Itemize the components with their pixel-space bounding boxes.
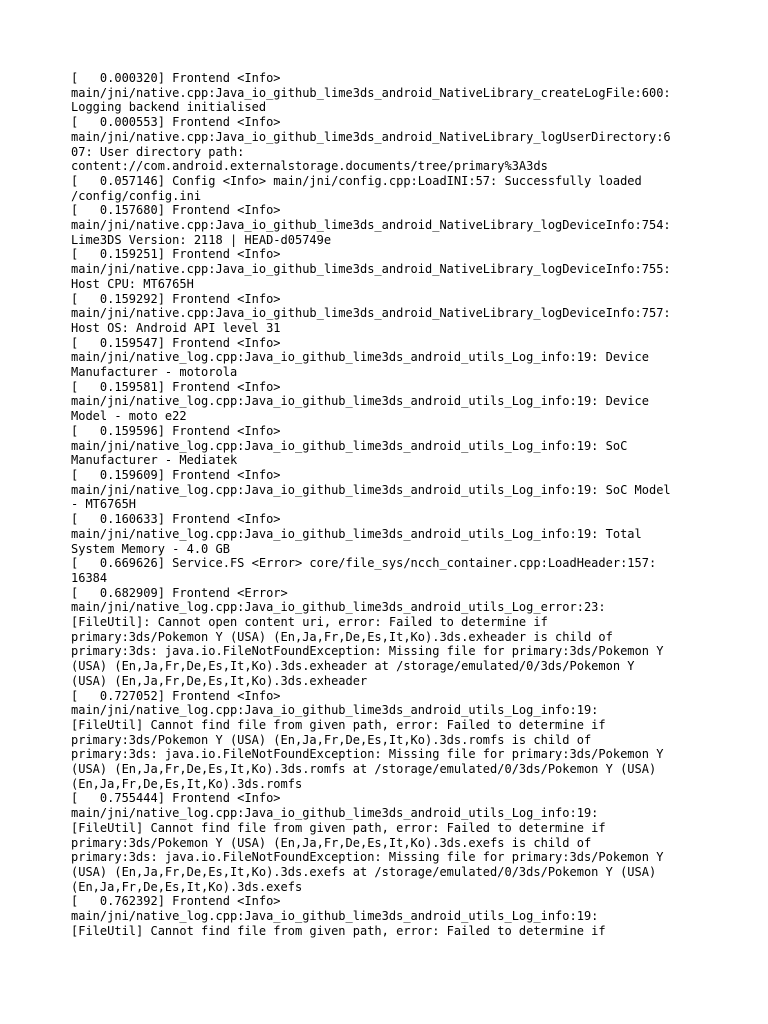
log-line: [ 0.159292] Frontend <Info> <box>71 291 281 306</box>
log-line: main/jni/native.cpp:Java_io_github_lime3ds_android_NativeLibrary_logUserDirectory:6 <box>71 129 671 144</box>
log-line: (En,Ja,Fr,De,Es,It,Ko).3ds.romfs <box>71 776 303 791</box>
log-line: [ 0.727052] Frontend <Info> <box>71 688 281 703</box>
log-line: Host CPU: MT6765H <box>71 276 194 291</box>
log-line: main/jni/native_log.cpp:Java_io_github_lime3ds_android_utils_Log_info:19: Device <box>71 394 649 409</box>
log-line: [FileUtil] Cannot find file from given path, error: Failed to determine if <box>71 820 606 835</box>
log-line: - MT6765H <box>71 497 137 512</box>
log-line: main/jni/native.cpp:Java_io_github_lime3ds_android_NativeLibrary_createLogFile:600: <box>71 85 671 100</box>
log-line: Lime3DS Version: 2118 | HEAD-d05749e <box>71 232 332 247</box>
log-line: [ 0.669626] Service.FS <Error> core/file_sys/ncch_container.cpp:LoadHeader:157: <box>71 556 657 571</box>
log-document <box>71 71 711 938</box>
log-line: primary:3ds: java.io.FileNotFoundException: Missing file for primary:3ds/Pokemon Y <box>71 850 664 865</box>
log-line: main/jni/native_log.cpp:Java_io_github_lime3ds_android_utils_Log_error:23: <box>71 600 606 615</box>
log-line: [ 0.000320] Frontend <Info> <box>71 71 281 85</box>
log-line: [ 0.057146] Config <Info> main/jni/config.cpp:LoadINI:57: Successfully loaded <box>71 173 642 188</box>
log-line: [ 0.159581] Frontend <Info> <box>71 379 281 394</box>
log-line: [ 0.160633] Frontend <Info> <box>71 512 281 527</box>
log-line: Manufacturer - Mediatek <box>71 453 238 468</box>
log-line: main/jni/native_log.cpp:Java_io_github_lime3ds_android_utils_Log_info:19: <box>71 806 599 821</box>
log-line: primary:3ds/Pokemon Y (USA) (En,Ja,Fr,De,Es,It,Ko).3ds.romfs is child of <box>71 732 592 747</box>
log-line: main/jni/native_log.cpp:Java_io_github_lime3ds_android_utils_Log_info:19: <box>71 909 599 924</box>
log-line: [ 0.159609] Frontend <Info> <box>71 467 281 482</box>
log-line: primary:3ds: java.io.FileNotFoundException: Missing file for primary:3ds/Pokemon Y <box>71 747 664 762</box>
log-line: Host OS: Android API level 31 <box>71 320 281 335</box>
log-line: primary:3ds: java.io.FileNotFoundException: Missing file for primary:3ds/Pokemon Y <box>71 644 664 659</box>
log-line: (En,Ja,Fr,De,Es,It,Ko).3ds.exefs <box>71 879 303 894</box>
log-line: /config/config.ini <box>71 188 202 203</box>
log-line: [ 0.159596] Frontend <Info> <box>71 423 281 438</box>
log-line: [FileUtil] Cannot find file from given path, error: Failed to determine if <box>71 923 606 938</box>
log-line: main/jni/native_log.cpp:Java_io_github_lime3ds_android_utils_Log_info:19: Device <box>71 350 649 365</box>
log-line: main/jni/native.cpp:Java_io_github_lime3ds_android_NativeLibrary_logDeviceInfo:757: <box>71 306 671 321</box>
log-line: [FileUtil] Cannot find file from given path, error: Failed to determine if <box>71 717 606 732</box>
log-line: (USA) (En,Ja,Fr,De,Es,It,Ko).3ds.exefs at /storage/emulated/0/3ds/Pokemon Y (USA) <box>71 864 657 879</box>
log-line: [ 0.157680] Frontend <Info> <box>71 203 281 218</box>
log-line: main/jni/native.cpp:Java_io_github_lime3ds_android_NativeLibrary_logDeviceInfo:754: <box>71 218 671 233</box>
log-line: System Memory - 4.0 GB <box>71 541 230 556</box>
log-line: [ 0.000553] Frontend <Info> <box>71 115 281 130</box>
log-line: primary:3ds/Pokemon Y (USA) (En,Ja,Fr,De,Es,It,Ko).3ds.exefs is child of <box>71 835 592 850</box>
log-line: main/jni/native_log.cpp:Java_io_github_lime3ds_android_utils_Log_info:19: SoC Model <box>71 482 671 497</box>
log-line: primary:3ds/Pokemon Y (USA) (En,Ja,Fr,De,Es,It,Ko).3ds.exheader is child of <box>71 629 613 644</box>
log-line: [ 0.159251] Frontend <Info> <box>71 247 281 262</box>
log-line: [FileUtil]: Cannot open content uri, error: Failed to determine if <box>71 615 548 630</box>
log-line: content://com.android.externalstorage.documents/tree/primary%3A3ds <box>71 159 548 174</box>
log-line: (USA) (En,Ja,Fr,De,Es,It,Ko).3ds.romfs at /storage/emulated/0/3ds/Pokemon Y (USA) <box>71 762 657 777</box>
log-line: [ 0.755444] Frontend <Info> <box>71 791 281 806</box>
log-line: main/jni/native.cpp:Java_io_github_lime3ds_android_NativeLibrary_logDeviceInfo:755: <box>71 262 671 277</box>
log-line: Manufacturer - motorola <box>71 365 238 380</box>
log-line: 07: User directory path: <box>71 144 245 159</box>
log-line: Logging backend initialised <box>71 100 267 115</box>
log-line: main/jni/native_log.cpp:Java_io_github_lime3ds_android_utils_Log_info:19: <box>71 703 599 718</box>
log-line: Model - moto e22 <box>71 409 187 424</box>
log-line: (USA) (En,Ja,Fr,De,Es,It,Ko).3ds.exheader at /storage/emulated/0/3ds/Pokemon Y <box>71 659 635 674</box>
log-line: main/jni/native_log.cpp:Java_io_github_lime3ds_android_utils_Log_info:19: SoC <box>71 438 628 453</box>
log-line: [ 0.762392] Frontend <Info> <box>71 894 281 909</box>
log-line: [ 0.159547] Frontend <Info> <box>71 335 281 350</box>
log-line: (USA) (En,Ja,Fr,De,Es,It,Ko).3ds.exheader <box>71 673 368 688</box>
log-line: 16384 <box>71 570 108 585</box>
log-line: [ 0.682909] Frontend <Error> <box>71 585 288 600</box>
log-line: main/jni/native_log.cpp:Java_io_github_lime3ds_android_utils_Log_info:19: Total <box>71 526 642 541</box>
